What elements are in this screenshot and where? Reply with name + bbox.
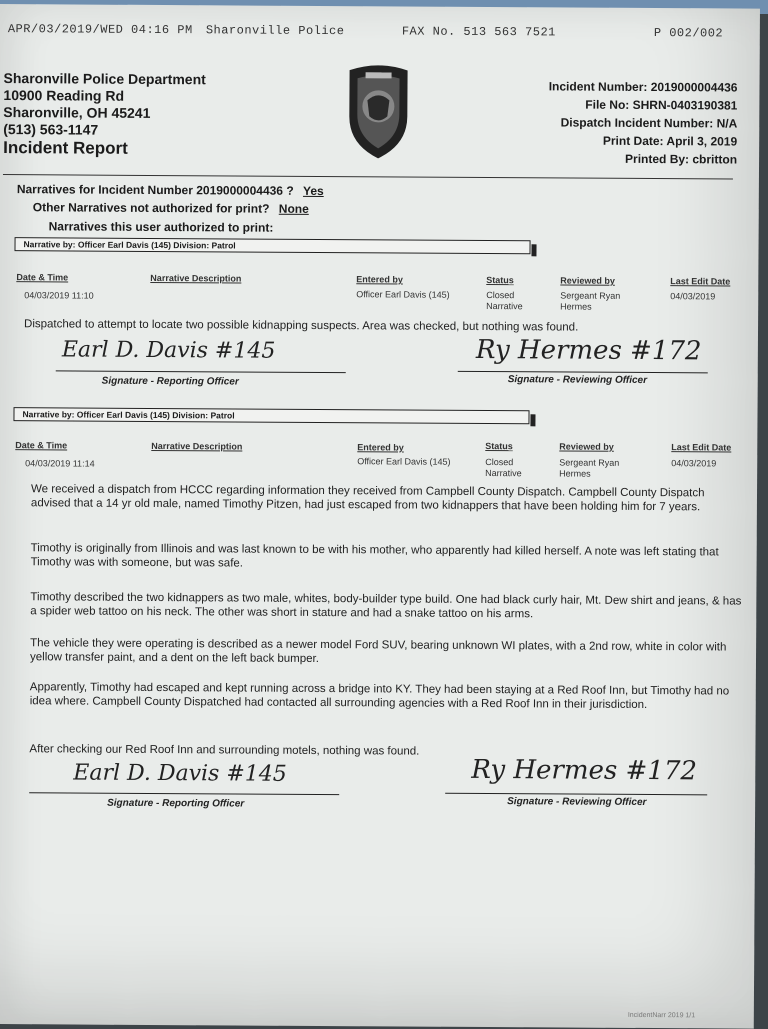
- n2-reviewing-signature: Ry Hermes #172: [471, 754, 698, 787]
- col-last-edit-2: Last Edit Date: [671, 442, 732, 453]
- n2-status-2: Narrative: [485, 468, 522, 479]
- n1-reviewed-1: Sergeant Ryan: [560, 290, 621, 301]
- col-last-edit: Last Edit Date: [670, 276, 731, 287]
- header-divider: [3, 174, 733, 179]
- n1-reporting-line: [56, 370, 346, 373]
- n1-text: Dispatched to attempt to locate two possible kidnapping suspects. Area was checked, but nothing was found.: [24, 318, 579, 334]
- file-number: File No: SHRN-0403190381: [585, 97, 738, 113]
- department-name: Sharonville Police Department: [3, 70, 206, 88]
- n1-status-2: Narrative: [486, 301, 523, 312]
- n2-reviewing-line: [445, 793, 707, 796]
- department-address-1: 10900 Reading Rd: [3, 87, 125, 104]
- n1-reviewing-line: [458, 371, 708, 374]
- incident-info: [548, 77, 737, 168]
- n1-date: 04/03/2019 11:10: [24, 290, 94, 301]
- col-entered-by-2: Entered by: [357, 442, 404, 453]
- n2-status-1: Closed: [485, 457, 514, 468]
- n2-date: 04/03/2019 11:14: [25, 458, 95, 469]
- n1-reporting-signature: Earl D. Davis #145: [61, 337, 276, 364]
- n1-reporting-label: Signature - Reporting Officer: [101, 375, 239, 388]
- fax-page: P 002/002: [653, 26, 724, 41]
- dispatch-number: Dispatch Incident Number: N/A: [560, 115, 738, 131]
- n2-reviewed-1: Sergeant Ryan: [559, 457, 620, 468]
- n2-entered-by: Officer Earl Davis (145): [357, 456, 451, 467]
- department-block: [3, 70, 206, 159]
- n2-reviewing-label: Signature - Reviewing Officer: [507, 796, 647, 809]
- n2-reviewed-by: [559, 457, 619, 479]
- col-status-2: Status: [485, 441, 513, 452]
- col-entered-by: Entered by: [356, 274, 403, 285]
- narratives-line-1: [17, 182, 324, 198]
- n1-last-edit: 04/03/2019: [670, 291, 716, 302]
- n2-status: [485, 457, 522, 479]
- col-narrative-description: Narrative Description: [150, 272, 242, 284]
- n2-paragraph-4: The vehicle they were operating is described as a newer model Ford SUV, bearing unknown WI plates, with a 2nd row, white in color with yellow transfer paint, and a dent on the left back bumper.: [29, 637, 727, 665]
- col-date-time: Date & Time: [16, 272, 69, 283]
- n2-paragraph-3: Timothy described the two kidnappers as two male, whites, body-builder type build. One had black curly hair, Mt. Dew shirt and jeans, & has a spider web tattoo on his neck. The other was short in stature and had a snake tattoo on his arms.: [30, 591, 742, 621]
- narratives-line-2: [33, 200, 309, 216]
- col-date-time-2: Date & Time: [15, 440, 68, 451]
- n1-reviewing-label: Signature - Reviewing Officer: [507, 374, 648, 386]
- n2-paragraph-6: After checking our Red Roof Inn and surrounding motels, nothing was found.: [29, 743, 420, 758]
- n1-status: [486, 290, 523, 312]
- n2-reporting-line: [29, 792, 339, 795]
- n1-reviewed-by: [560, 290, 620, 312]
- incident-number: Incident Number: 2019000004436: [548, 79, 738, 95]
- other-narratives-label: Other Narratives not authorized for print?: [32, 200, 270, 216]
- col-narrative-description-2: Narrative Description: [151, 440, 243, 452]
- n2-last-edit: 04/03/2019: [671, 458, 717, 469]
- narrative-2-bar: Narrative by: Officer Earl Davis (145) Division: Patrol: [13, 407, 529, 424]
- print-date: Print Date: April 3, 2019: [602, 133, 738, 149]
- n2-reporting-label: Signature - Reporting Officer: [107, 797, 245, 810]
- report-title: Incident Report: [3, 138, 128, 158]
- narratives-label: Narratives for Incident Number 2019000004436 ?: [16, 182, 294, 198]
- n2-paragraph-2: Timothy is originally from Illinois and was last known to be with his mother, who apparently had killed herself. A note was left stating that Timothy was with someone, but was safe.: [30, 542, 719, 570]
- department-phone: (513) 563-1147: [3, 121, 99, 138]
- police-badge-icon: [343, 64, 414, 165]
- col-status: Status: [486, 275, 514, 286]
- page-footer: IncidentNarr 2019 1/1: [627, 1011, 696, 1020]
- printed-by: Printed By: cbritton: [625, 151, 738, 167]
- n2-reporting-signature: Earl D. Davis #145: [73, 760, 287, 787]
- col-reviewed-by: Reviewed by: [560, 275, 615, 286]
- fax-number: FAX No. 513 563 7521: [401, 24, 556, 40]
- fax-agency: Sharonville Police: [205, 23, 345, 39]
- n1-reviewed-2: Hermes: [560, 301, 592, 312]
- narratives-value: Yes: [302, 183, 324, 199]
- n1-status-1: Closed: [486, 290, 515, 301]
- narrative-1-bar: Narrative by: Officer Earl Davis (145) Division: Patrol: [14, 237, 530, 254]
- incident-report-page: [0, 4, 760, 1029]
- n1-reviewing-signature: Ry Hermes #172: [475, 334, 702, 367]
- n2-paragraph-5: Apparently, Timothy had escaped and kept running across a bridge into KY. They had been staying at a Red Roof Inn, but Timothy had no idea where. Campbell County Dispatched had contacted all surrounding agencies with a Red Roof Inn in their jurisdiction.: [29, 681, 730, 712]
- n1-entered-by: Officer Earl Davis (145): [356, 289, 450, 300]
- n2-paragraph-1: We received a dispatch from HCCC regarding information they received from Campbell County Dispatch. Campbell County Dispatch advised that a 14 yr old male, named Timothy Pitzen, had just escaped from two kidnappers that have been holding him for 7 years.: [30, 483, 705, 514]
- fax-date: APR/03/2019/WED 04:16 PM: [7, 22, 193, 38]
- col-reviewed-by-2: Reviewed by: [559, 441, 614, 452]
- n2-reviewed-2: Hermes: [559, 468, 591, 479]
- authorized-narratives: Narratives this user authorized to print:: [48, 219, 274, 235]
- other-narratives-value: None: [278, 201, 309, 216]
- department-address-2: Sharonville, OH 45241: [3, 104, 151, 121]
